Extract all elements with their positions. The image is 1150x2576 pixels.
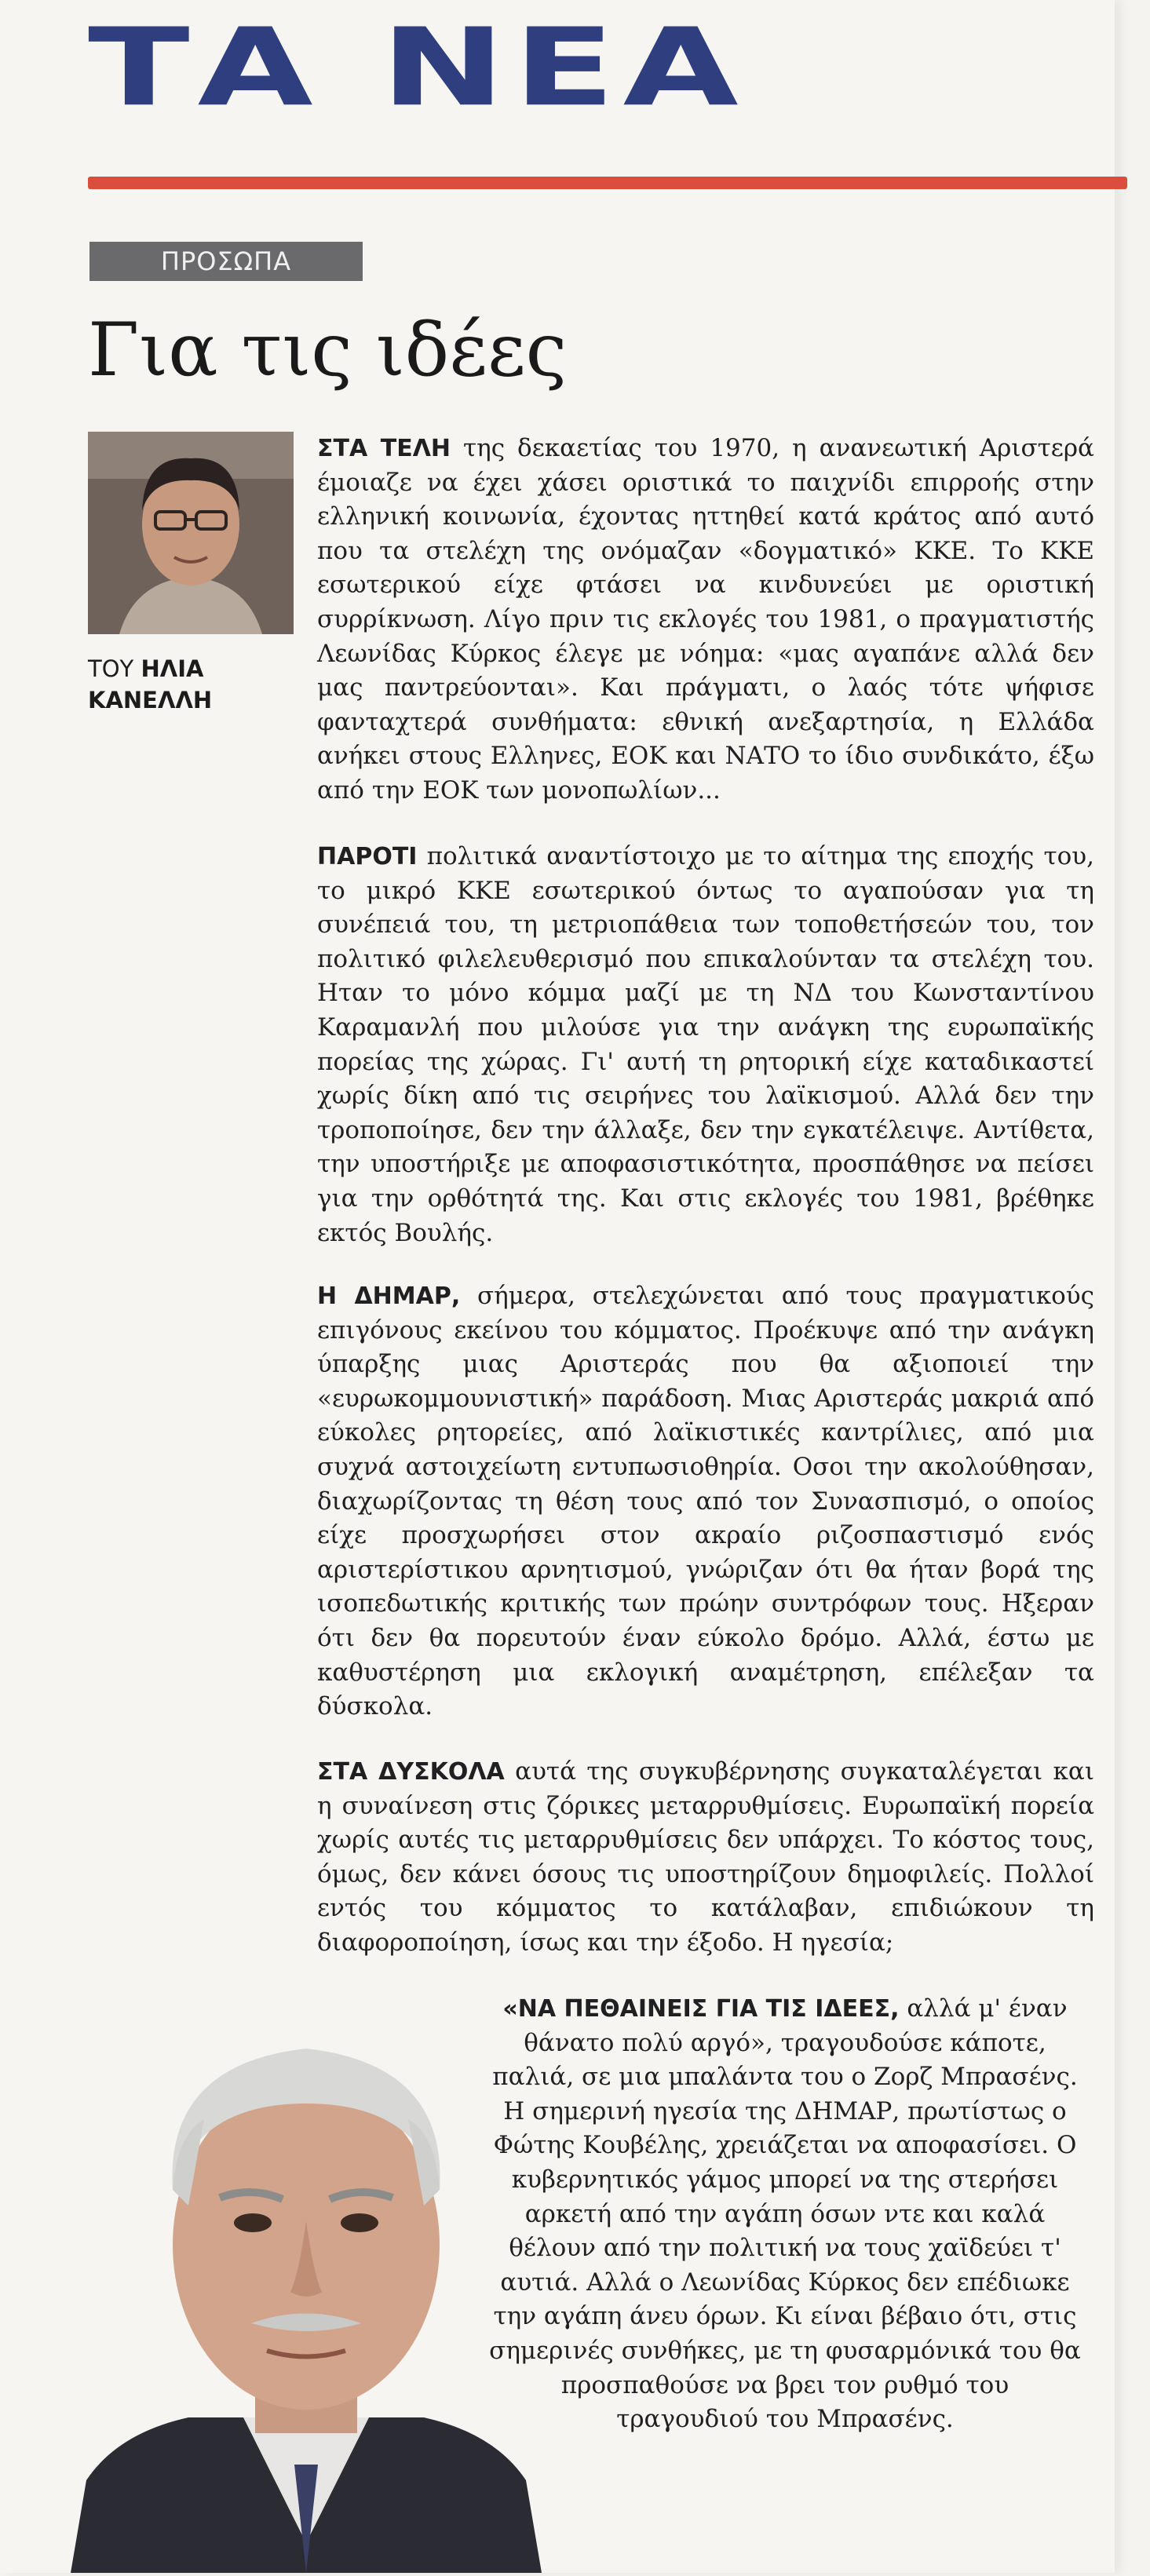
article-paragraph xyxy=(487,1992,1083,2437)
paragraph-text: της δεκαετίας του 1970, η ανανεωτική Αριστερά έμοιαζε να έχει χάσει οριστικά το παιχνίδι επιρροής στην ελληνική κοινωνία, έχοντας ηττηθεί κατά κράτος από αυτό που τα στελέχη της ονόμαζαν «δογματικό» ΚΚΕ. Το ΚΚΕ εσωτερικού είχε φτάσει να κινδυνεύει με οριστική συρρίκνωση. Λίγο πριν τις εκλογές του 1981, ο πραγματιστής Λεωνίδας Κύρκος έλεγε με νόημα: «μας αγαπάνε αλλά δεν μας παντρεύονται». Και πράγματι, ο λαός τότε ψήφισε φανταχτερά συνθήματα: εθνική ανεξαρτησία, η Ελλάδα ανήκει στους Ελληνες, ΕΟΚ και ΝΑΤΟ το ίδιο συνδικάτο, έξω από την ΕΟΚ των μονοπωλίων... xyxy=(317,434,1094,805)
author-byline xyxy=(88,653,245,716)
politician-portrait xyxy=(71,1994,542,2573)
section-tag: ΠΡΟΣΩΠΑ xyxy=(89,242,363,281)
article-paragraph xyxy=(317,432,1094,808)
paragraph-text: αλλά μ' έναν θάνατο πολύ αργό», τραγουδούσε κάποτε, παλιά, σε μια μπαλάντα του ο Ζορζ Μπρασένς. Η σημερινή ηγεσία της ΔΗΜΑΡ, πρωτίστως ο Φώτης Κουβέλης, χρειάζεται να αποφασίσει. Ο κυβερνητικός γάμος μπορεί να της στερήσει αρκετή από την αγάπη όσων ντε και καλά θέλουν από την πολιτική να τους χαϊδεύει τ' αυτιά. Αλλά ο Λεωνίδας Κύρκος δεν επέδιωκε την αγάπη άνευ όρων. Κι είναι βέβαιο ότι, στις σημερινές συνθήκες, με τη φυσαρμόνικά του θα προσπαθούσε να βρει τον ρυθμό του τραγουδιού του Μπρασένς. xyxy=(489,1994,1081,2434)
paragraph-text: πολιτικά αναντίστοιχο με το αίτημα της εποχής του, το μικρό ΚΚΕ εσωτερικού όντως το αγαπούσαν για τη συνέπειά του, τη μετριοπάθεια των τοποθετήσεών του, τον πολιτικό φιλελευθερισμό που επικαλούνταν τα στελέχη του. Ηταν το μόνο κόμμα μαζί με τη ΝΔ του Κωνσταντίνου Καραμανλή που μιλούσε για την ανάγκη της ευρωπαϊκής πορείας της χώρας. Γι' αυτή τη ρητορική είχε καταδικαστεί χωρίς δίκη από τις σειρήνες του λαϊκισμού. Αλλά δεν την τροποποίησε, δεν την άλλαξε, δεν την εγκατέλειψε. Αντίθετα, την υποστήριξε με αποφασιστικότητα, προσπάθησε να πείσει για την ορθότητά της. Και στις εκλογές του 1981, βρέθηκε εκτός Βουλής. xyxy=(317,842,1094,1247)
article-paragraph xyxy=(317,1755,1094,1961)
paragraph-lead: ΣΤΑ ΤΕΛΗ xyxy=(317,435,451,462)
paragraph-lead: Η ΔΗΜΑΡ, xyxy=(317,1283,461,1310)
article-paragraph xyxy=(317,840,1094,1250)
article-paragraph xyxy=(317,1279,1094,1724)
author-photo xyxy=(88,432,294,634)
article-headline: Για τις ιδέες xyxy=(88,308,568,393)
paragraph-text: σήμερα, στελεχώνεται από τους πραγματικούς επιγόνους εκείνου του κόμματος. Προέκυψε από την ανάγκη ύπαρξης μιας Αριστεράς που θα αξιοποιεί την «ευρωκομμουνιστική» παράδοση. Μιας Αριστεράς μακριά από εύκολες ρητορείες, από λαϊκιστικές καντρίλιες, από μια συχνά αστοιχείωτη εντυπωσιοθηρία. Οσοι την ακολούθησαν, διαχωρίζοντας τη θέση τους από τον Συνασπισμό, ο οποίος είχε προσχωρήσει στον ακραίο ριζοσπαστισμό ενός αριστερίστικου αρνητισμού, γνώριζαν ότι θα ήταν βορά της ισοπεδωτικής κριτικής των πρώην συντρόφων τους. Ηξεραν ότι δεν θα πορευτούν έναν εύκολο δρόμο. Αλλά, έστω με καθυστέρηση μια εκλογική αναμέτρηση, επέλεξαν τα δύσκολα. xyxy=(317,1282,1094,1721)
paragraph-text: αυτά της συγκυβέρνησης συγκαταλέγεται και η συναίνεση στις ζόρικες μεταρρυθμίσεις. Ευρωπαϊκή πορεία χωρίς αυτές τις μεταρρυθμίσεις δεν υπάρχει. Το κόστος τους, όμως, δεν κάνει όσους τις υποστηρίζουν δημοφιλείς. Πολλοί εντός του κόμματος το κατάλαβαν, επιδιώκουν τη διαφοροποίηση, ίσως και την έξοδο. Η ηγεσία; xyxy=(317,1757,1094,1957)
byline-prefix: ΤΟΥ xyxy=(88,655,134,682)
masthead-rule xyxy=(88,177,1127,189)
newspaper-masthead: ΤΑ ΝΕΑ xyxy=(88,5,747,130)
author-name-last: ΚΑΝΕΛΛΗ xyxy=(88,687,213,713)
author-name-first: ΗΛΙΑ xyxy=(141,655,204,682)
paragraph-lead: ΣΤΑ ΔΥΣΚΟΛΑ xyxy=(317,1758,505,1786)
paragraph-lead: ΠΑΡΟΤΙ xyxy=(317,843,418,870)
paragraph-lead: «ΝΑ ΠΕΘΑΙΝΕΙΣ ΓΙΑ ΤΙΣ ΙΔΕΕΣ, xyxy=(502,1995,900,2023)
